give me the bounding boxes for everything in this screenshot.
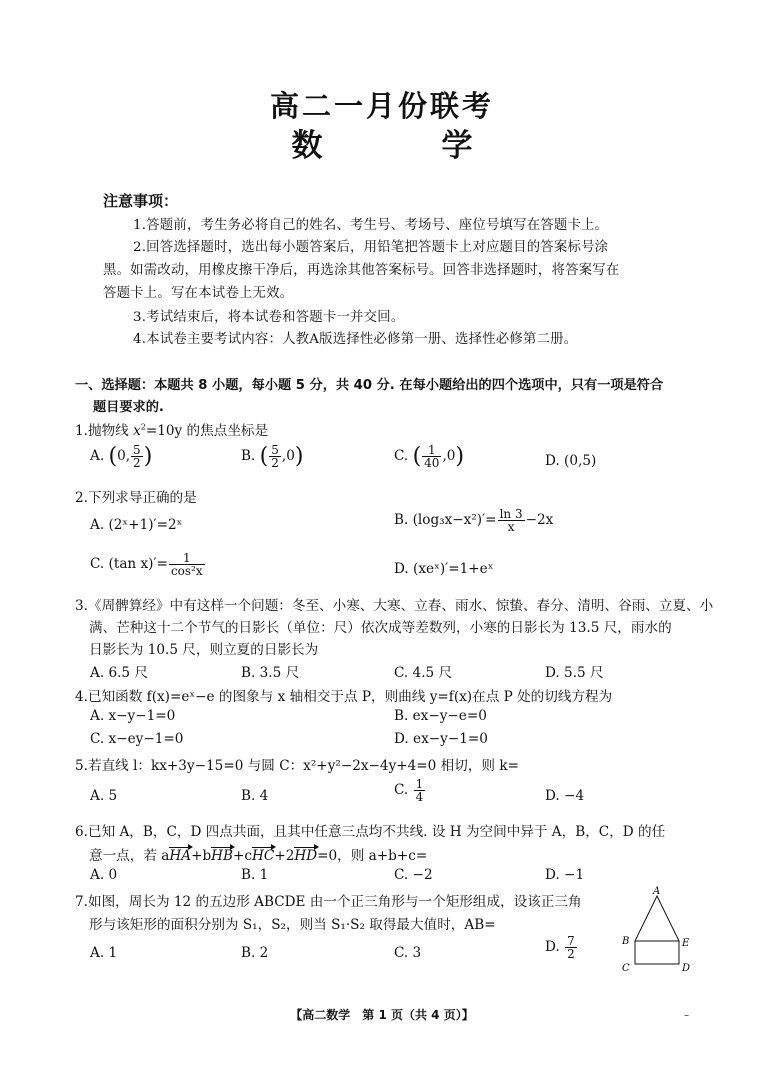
question-6-line-2: 意一点，若 aHA+bHB+cHC+2HD=0，则 a+b+c=	[89, 848, 428, 864]
question-6-option-c[interactable]: C. −2	[394, 867, 433, 883]
question-7-option-b[interactable]: B. 2	[241, 945, 269, 961]
question-2-option-b[interactable]: B. (log₃x−x²)′= $\frac{\ln 3}{x}$ −2x	[394, 507, 554, 534]
question-5-option-c[interactable]: C. $\frac{1}{4}$	[394, 777, 424, 804]
question-1-option-d[interactable]: D. (0,5)	[545, 453, 597, 469]
notice-line-5: 3.考试结束后，将本试卷和答题卡一并交回。	[133, 310, 405, 325]
question-4-option-b[interactable]: B. ex−y−e=0	[394, 708, 487, 724]
exam-title: 高二一月份联考	[269, 89, 494, 123]
notice-line-6: 4.本试卷主要考试内容：人教A版选择性必修第一册、选择性必修第二册。	[133, 332, 578, 347]
question-1-stem: 1.抛物线 $x^2=10y$ 的焦点坐标是	[75, 422, 269, 439]
question-2-option-d[interactable]: D. (xeˣ)′=1+eˣ	[394, 561, 494, 577]
question-7-line-1: 7.如图，周长为 12 的五边形 ABCDE 由一个正三角形与一个矩形组成，设该正三角	[75, 894, 582, 910]
page-footer: 【高二数学 第 1 页（共 4 页）】	[290, 1008, 474, 1022]
question-2-stem: 2.下列求导正确的是	[75, 490, 197, 506]
vector-hd: HD	[294, 848, 318, 864]
notice-line-1: 1.答题前，考生务必将自己的姓名、考生号、考场号、座位号填写在答题卡上。	[133, 218, 609, 233]
vector-hb: HB	[211, 848, 234, 864]
question-4-stem: 4.已知函数 f(x)=eˣ−e 的图象与 x 轴相交于点 P，则曲线 y=f(x)在点 P 处的切线方程为	[75, 689, 613, 705]
vector-ha: HA	[169, 848, 192, 864]
label-a: A	[653, 886, 661, 897]
label-d: D	[682, 963, 691, 974]
question-5-option-a[interactable]: A. 5	[90, 788, 118, 804]
question-6-line-1: 6.已知 A，B，C，D 四点共面，且其中任意三点均不共线. 设 H 为空间中异于 A，B，C，D 的任	[75, 824, 666, 840]
question-4-option-c[interactable]: C. x−ey−1=0	[90, 731, 184, 747]
question-1-option-b[interactable]: B. ( $\frac{5}{2}$ ,0)	[241, 443, 304, 470]
question-3-option-d[interactable]: D. 5.5 尺	[545, 665, 604, 681]
question-4-option-a[interactable]: A. x−y−1=0	[90, 708, 176, 724]
question-2-option-c[interactable]: C. (tan x)′= $\frac{1}{\text{cos²x}}$	[90, 551, 203, 578]
question-5-option-b[interactable]: B. 4	[241, 788, 269, 804]
question-5-option-d[interactable]: D. −4	[545, 788, 585, 804]
question-3-option-a[interactable]: A. 6.5 尺	[90, 665, 148, 681]
pentagon-figure	[618, 884, 698, 976]
question-3-line-2: 满、芒种这十二个节气的日影长（单位：尺）依次成等差数列，小寒的日影长为 13.5 尺，雨水的	[89, 620, 672, 636]
question-3-line-3: 日影长为 10.5 尺，则立夏的日影长为	[89, 642, 319, 658]
section-1-heading: 一、选择题：本题共 8 小题，每小题 5 分，共 40 分. 在每小题给出的四个选项中，只有一项是符合	[75, 378, 664, 393]
question-3-option-b[interactable]: B. 3.5 尺	[241, 665, 300, 681]
label-e: E	[682, 938, 690, 949]
question-3-line-1: 3.《周髀算经》中有这样一个问题：冬至、小寒、大寒、立春、雨水、惊蛰、春分、清明、谷雨、立夏、小	[75, 598, 714, 614]
question-3-option-c[interactable]: C. 4.5 尺	[394, 665, 453, 681]
question-7-line-2: 形与该矩形的面积分别为 S₁，S₂，则当 S₁·S₂ 取得最大值时，AB=	[89, 917, 496, 933]
question-6-option-d[interactable]: D. −1	[545, 867, 585, 883]
corner-mark: –	[684, 1010, 689, 1021]
vector-hc: HC	[252, 848, 275, 864]
question-7-option-d[interactable]: D. $\frac{7}{2}$	[545, 934, 575, 961]
label-b: B	[622, 936, 630, 947]
notice-heading: 注意事项：	[103, 192, 179, 210]
section-1-heading-cont: 题目要求的.	[93, 400, 164, 415]
notice-line-4: 答题卡上。写在本试卷上无效。	[103, 286, 294, 301]
question-7-option-c[interactable]: C. 3	[394, 945, 422, 961]
notice-line-2: 2.回答选择题时，选出每小题答案后，用铅笔把答题卡上对应题目的答案标号涂	[133, 240, 609, 255]
question-2-option-a[interactable]: A. (2ˣ+1)′=2ˣ	[90, 517, 183, 533]
question-5-stem: 5.若直线 l：kx+3y−15=0 与圆 C：x²+y²−2x−4y+4=0 相切，则 k=	[75, 758, 519, 774]
label-c: C	[622, 963, 630, 974]
question-1-option-a[interactable]: A. (0, $\frac{5}{2}$ )	[90, 443, 153, 470]
question-6-option-a[interactable]: A. 0	[90, 867, 118, 883]
subject-title: 数 学	[291, 128, 517, 164]
triangle-abe	[635, 896, 679, 941]
question-6-option-b[interactable]: B. 1	[241, 867, 269, 883]
rectangle-bcde	[635, 941, 679, 964]
question-7-option-a[interactable]: A. 1	[90, 945, 118, 961]
notice-line-3: 黑。如需改动，用橡皮擦干净后，再选涂其他答案标号。回答非选择题时，将答案写在	[103, 263, 620, 278]
question-1-option-c[interactable]: C. ( $\frac{1}{40}$ ,0)	[394, 443, 465, 470]
question-4-option-d[interactable]: D. ex−y−1=0	[394, 731, 488, 747]
